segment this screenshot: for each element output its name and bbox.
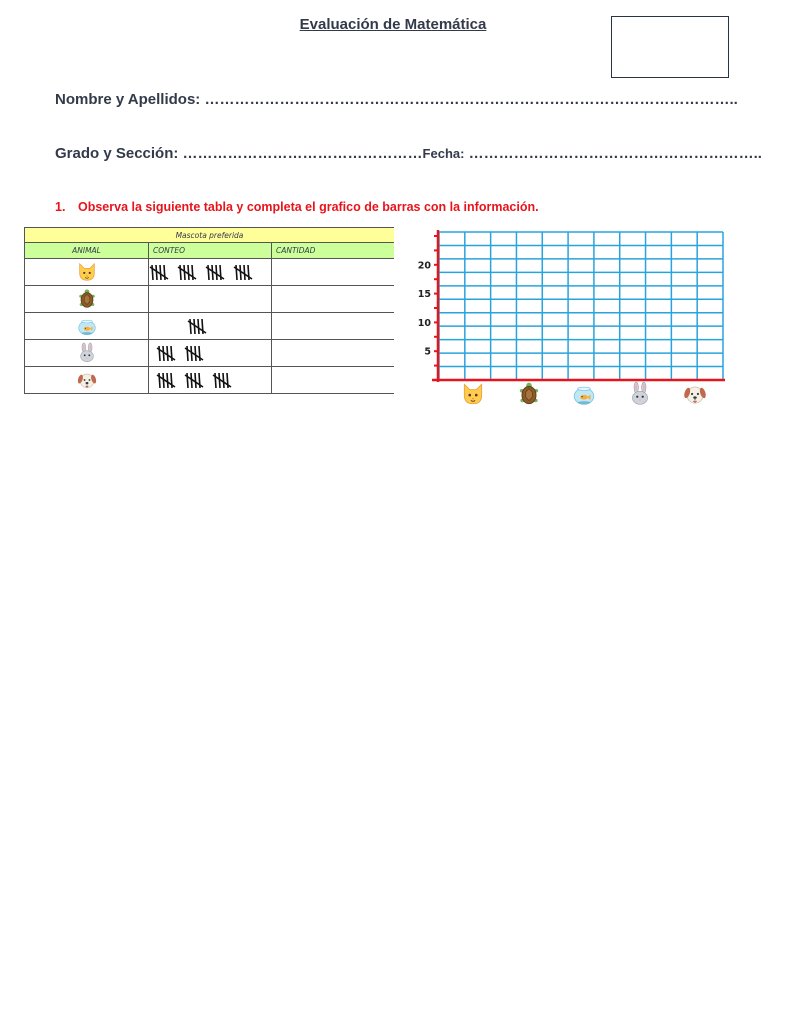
tally-stroke xyxy=(167,373,168,388)
pet-tally-table xyxy=(24,227,394,394)
date-label: Fecha: xyxy=(422,146,465,161)
cantidad-cell[interactable] xyxy=(272,313,395,340)
cat-icon xyxy=(76,261,98,283)
tally-stroke xyxy=(188,265,189,280)
tally-svg xyxy=(149,259,271,285)
cantidad-cell[interactable] xyxy=(272,259,395,286)
x-label-cat-icon xyxy=(460,381,486,407)
tally-stroke xyxy=(208,265,209,280)
table-row xyxy=(25,367,395,394)
y-tick-label: 10 xyxy=(417,317,431,329)
tally-marks-rabbit xyxy=(149,340,271,366)
tally-stroke xyxy=(152,265,153,280)
grade-label: Grado y Sección: ………………………………………… xyxy=(55,145,423,162)
table-row xyxy=(25,313,395,340)
tally-svg xyxy=(149,313,271,339)
table-row xyxy=(25,259,395,286)
tally-stroke xyxy=(215,373,216,388)
question-1 xyxy=(55,200,539,214)
col-cantidad: CANTIDAD xyxy=(272,243,395,259)
turtle-icon xyxy=(76,288,98,310)
y-tick-label: 5 xyxy=(424,346,431,358)
cantidad-cell[interactable] xyxy=(272,340,395,367)
tally-marks-cat xyxy=(149,259,271,285)
x-label-turtle-icon xyxy=(516,381,542,407)
y-tick-label: 20 xyxy=(417,260,431,272)
col-conteo: CONTEO xyxy=(149,243,272,259)
dog-icon xyxy=(76,369,98,391)
table-row xyxy=(25,286,395,313)
tally-stroke xyxy=(216,265,217,280)
tally-stroke xyxy=(187,346,188,361)
question-number: 1. xyxy=(55,200,66,214)
date-dots: ………………………………………………….. xyxy=(464,145,762,162)
tally-stroke xyxy=(187,373,188,388)
tally-stroke xyxy=(198,319,199,334)
tally-marks-dog xyxy=(149,367,271,393)
col-animal: ANIMAL xyxy=(25,243,149,259)
tally-stroke xyxy=(195,346,196,361)
tally-stroke xyxy=(159,373,160,388)
cantidad-cell[interactable] xyxy=(272,367,395,394)
tally-stroke xyxy=(167,346,168,361)
tally-stroke xyxy=(236,265,237,280)
tally-stroke xyxy=(223,373,224,388)
fishbowl-icon xyxy=(76,315,98,337)
x-label-rabbit-icon xyxy=(627,381,653,407)
tally-stroke xyxy=(244,265,245,280)
tally-stroke xyxy=(159,346,160,361)
cantidad-cell[interactable] xyxy=(272,286,395,313)
page-title: Evaluación de Matemática xyxy=(299,16,487,33)
grade-box[interactable] xyxy=(611,16,729,78)
table-caption: Mascota preferida xyxy=(25,228,395,243)
table-row xyxy=(25,340,395,367)
name-field[interactable]: Nombre y Apellidos: …………………………………………………………………………………………….. xyxy=(55,91,738,108)
question-text: Observa la siguiente tabla y completa el grafico de barras con la información. xyxy=(78,200,539,214)
tally-marks-turtle xyxy=(149,286,271,312)
tally-stroke xyxy=(180,265,181,280)
grade-section-field[interactable] xyxy=(55,145,762,162)
tally-svg xyxy=(149,286,271,312)
x-label-fishbowl-icon xyxy=(571,381,597,407)
tally-stroke xyxy=(190,319,191,334)
y-tick-label: 15 xyxy=(417,289,431,301)
bar-chart[interactable] xyxy=(405,222,735,417)
x-label-dog-icon xyxy=(682,381,708,407)
tally-marks-fishbowl xyxy=(149,313,271,339)
tally-stroke xyxy=(160,265,161,280)
tally-svg xyxy=(149,367,271,393)
tally-stroke xyxy=(195,373,196,388)
rabbit-icon xyxy=(76,342,98,364)
tally-svg xyxy=(149,340,271,366)
